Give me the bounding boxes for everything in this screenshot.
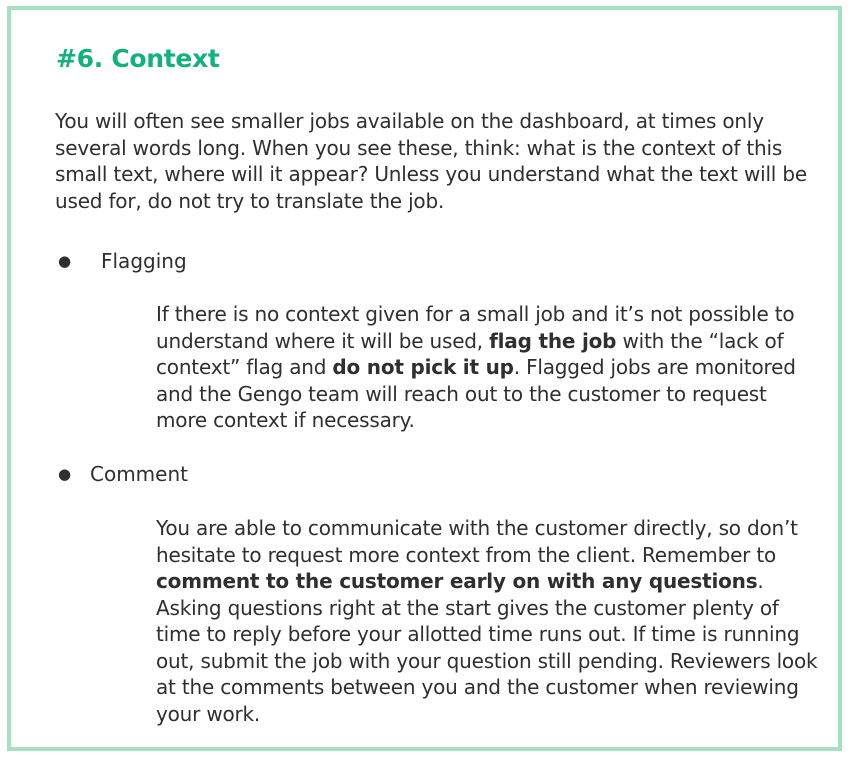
flagging-bold-2: do not pick it up [332,355,514,379]
bullet-label-comment: Comment [90,462,188,486]
bullet-dot: ● [58,465,72,483]
flagging-text-2: with the “lack of context” flag and [156,328,784,379]
flagging-paragraph [156,301,821,434]
context-tip-card [7,6,842,751]
flagging-text-3: . Flagged jobs are monitored and the Gengo team will reach out to the customer to request more context if necessary. [156,355,796,432]
flagging-bold-1: flag the job [489,328,617,353]
comment-paragraph [156,515,821,727]
comment-text-1: You are able to communicate with the customer directly, so don’t hesitate to request more context from the client. Remember to [156,516,798,567]
comment-bold-1: comment to the customer early on with any questions [156,569,758,593]
flagging-text-1: If there is no context given for a small job and it’s not possible to understand where it will be used, [156,302,795,353]
comment-text-2: . Asking questions right at the start gives the customer plenty of time to reply before your allotted time runs out. If time is running out, submit the job with your question still pending. Reviewers look at the comments between you and the customer when reviewing your work. [156,569,818,726]
bullet-dot: ● [58,252,72,270]
bullet-label-flagging: Flagging [101,249,187,273]
section-title: #6. Context [56,44,220,73]
intro-paragraph: You will often see smaller jobs available on the dashboard, at times only several words long. When you see these, think: what is the context of this small text, where will it appear? Unless you understand what the text will be used for, do not try to translate the job. [55,109,807,213]
